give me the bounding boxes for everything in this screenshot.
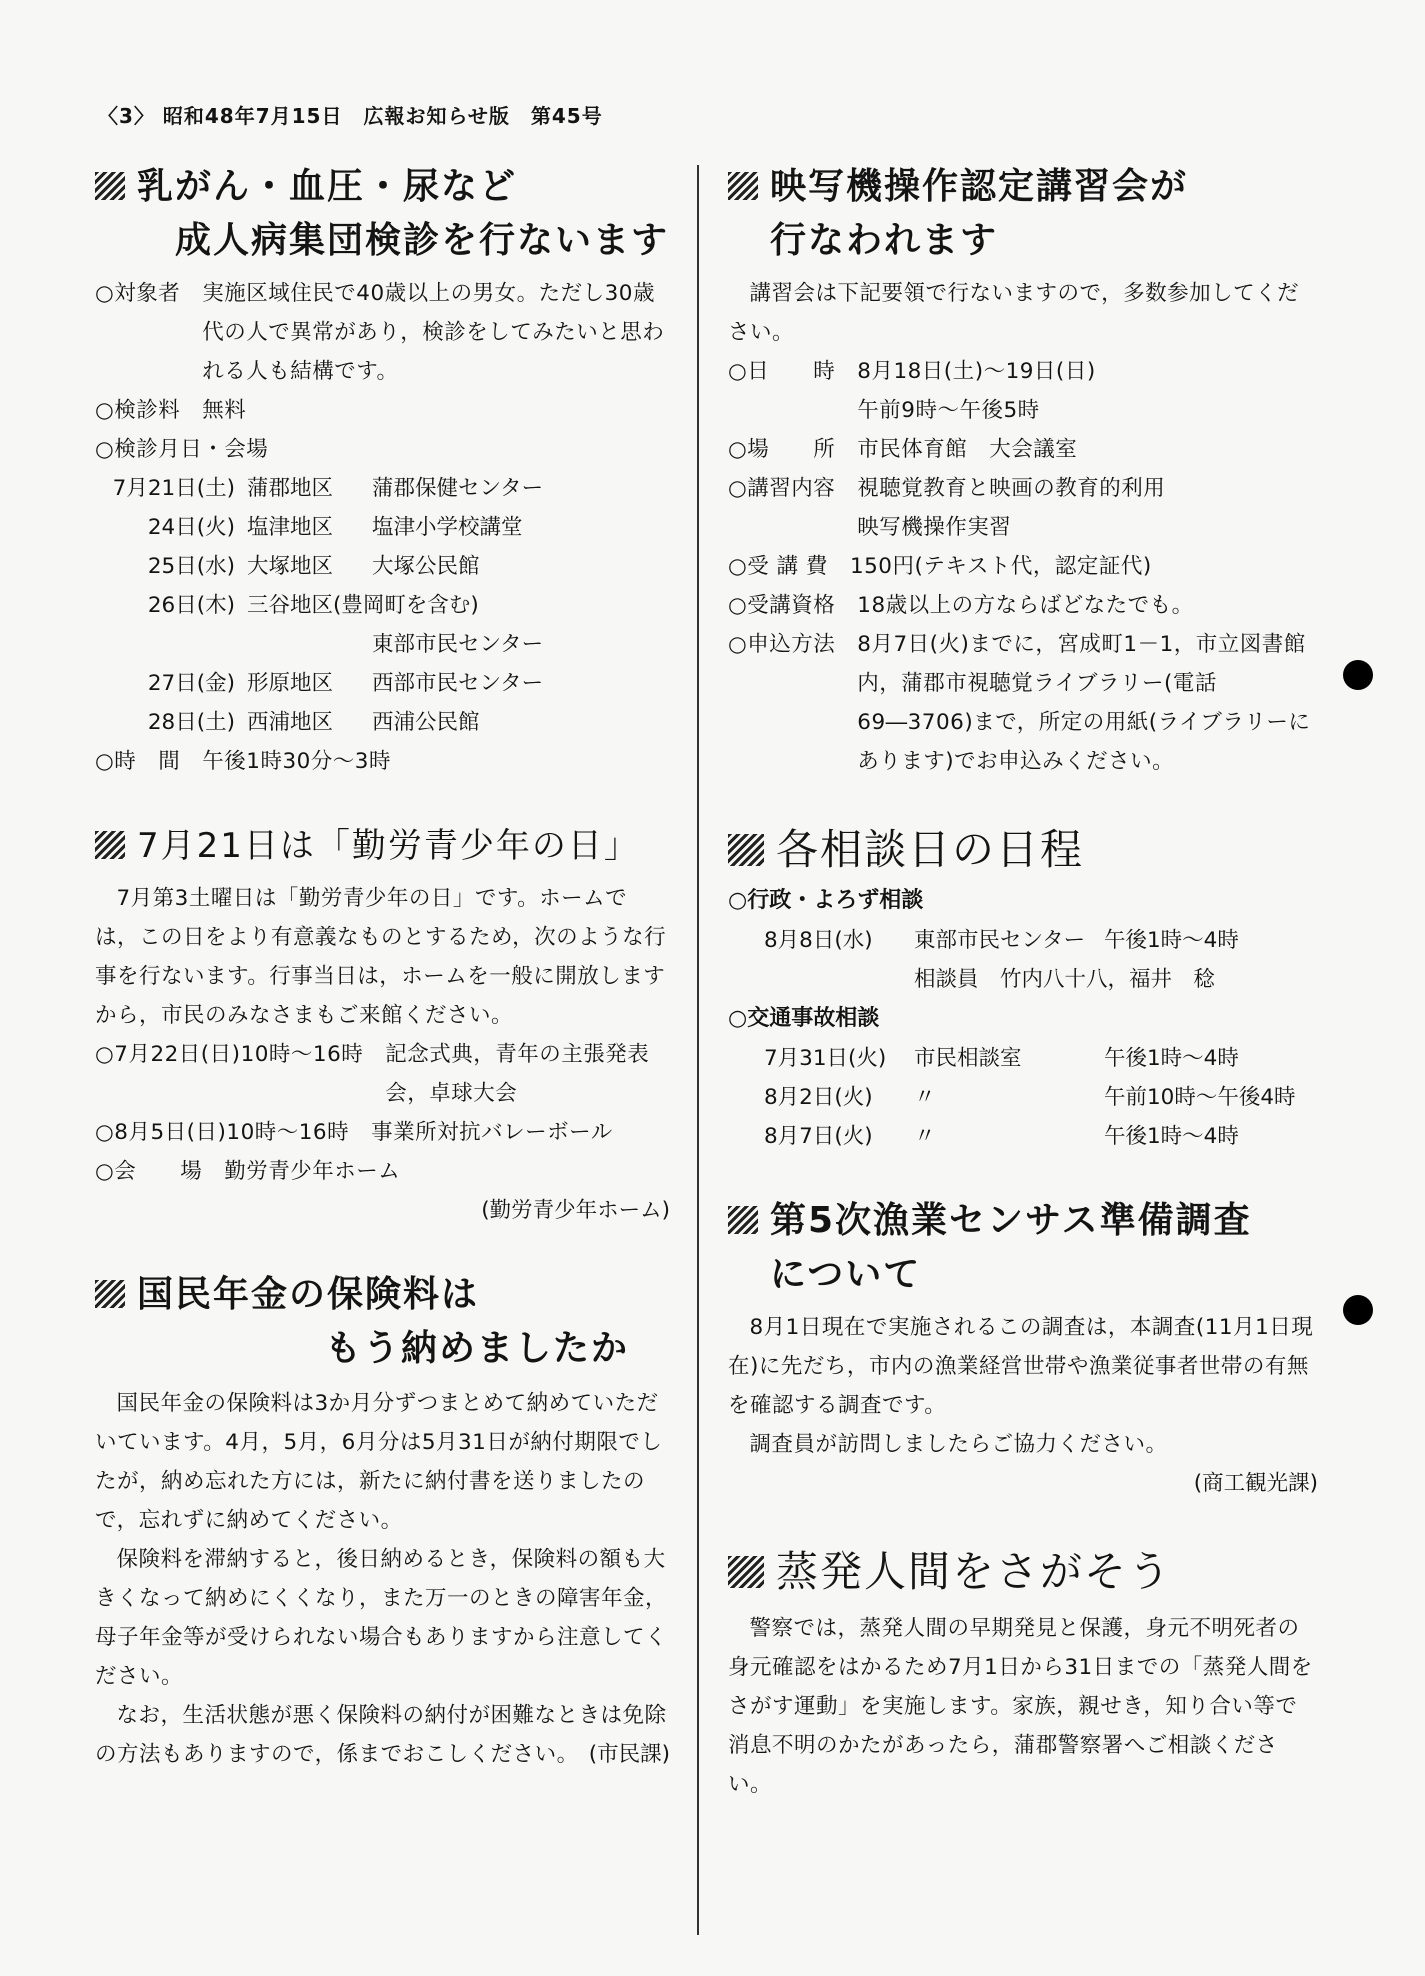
title-line-1: 乳がん・血圧・尿など [137, 166, 518, 207]
schedule-row [95, 703, 670, 742]
row-place: 西浦公民館 [372, 710, 480, 735]
schedule-row [728, 921, 1318, 960]
title-text: 7月21日は「勤労青少年の日」 [137, 826, 640, 866]
article-title [728, 160, 1318, 268]
schedule-row [95, 508, 670, 547]
schedule-row [95, 469, 670, 508]
row-date: 26日(木) [147, 593, 235, 618]
item-value: 18歳以上の方ならばどなたでも。 [857, 593, 1194, 618]
traffic-schedule [728, 1039, 1318, 1156]
item-label: ○受 講 費 [728, 554, 850, 579]
row-date: 25日(水) [147, 554, 235, 579]
title-line-2: もう納めましたか [325, 1328, 630, 1369]
projector-course-article [728, 160, 1318, 781]
pension-article [95, 1268, 670, 1774]
row-date: 8月2日(火) [764, 1085, 873, 1110]
article-paragraph: なお，生活状態が悪く保険料の納付が困難なときは免除の方法もありますので，係までおこしください。 [95, 1703, 667, 1767]
row-area: 西浦地区 [247, 710, 334, 735]
article-intro: 講習会は下記要領で行ないますので，多数参加してください。 [728, 281, 1300, 345]
hatch-icon [95, 1280, 125, 1308]
item-label: ○講習内容 [728, 476, 858, 501]
title-line-1: 国民年金の保険料は [137, 1274, 480, 1315]
hatch-icon [95, 831, 125, 859]
title-line-1: 映写機操作認定講習会が [770, 166, 1189, 207]
fishery-census-article [728, 1194, 1318, 1503]
item-value: 150円(テキスト代，認定証代) [849, 554, 1152, 579]
row-place: 〃 [914, 1124, 936, 1149]
detail-item [728, 586, 1318, 625]
row-area: 塩津地区 [247, 515, 334, 540]
detail-item [728, 352, 1318, 430]
item-value: 8月18日(土)～19日(日) 午前9時～午後5時 [857, 359, 1096, 423]
binder-hole [1343, 1295, 1373, 1325]
row-area: 三谷地区(豊岡町を含む) [247, 593, 479, 618]
row-date: 28日(土) [147, 710, 235, 735]
column-divider [697, 165, 699, 1935]
item-label: ○受講資格 [728, 593, 858, 618]
page-header: 〈3〉 昭和48年7月15日 広報お知らせ版 第45号 [98, 104, 603, 128]
row-staff: 相談員 竹内八十八，福井 稔 [914, 967, 1216, 992]
article-paragraph: 国民年金の保険料は3か月分ずつまとめて納めていただいています。4月，5月，6月分は5月31日が納付期限でしたが，納め忘れた方には，新たに納付書を送りましたので，忘れずに納めてください。 [95, 1391, 663, 1533]
item-label: ○申込方法 [728, 632, 858, 657]
row-date: 27日(金) [147, 671, 235, 696]
item-value: 勤労青少年ホーム [224, 1159, 401, 1184]
source-note: (勤労青少年ホーム) [481, 1198, 670, 1223]
article-title [728, 819, 1318, 881]
schedule-row [95, 664, 670, 703]
event-item [95, 1035, 670, 1113]
item-value: 無料 [202, 398, 247, 423]
detail-item [728, 625, 1318, 781]
item-label: ○8月5日(日)10時～16時 [95, 1120, 372, 1145]
hatch-icon [728, 1206, 758, 1234]
article-title [95, 819, 670, 873]
row-place: 大塚公民館 [372, 554, 480, 579]
item-value: 8月7日(火)までに，宮成町1－1，市立図書館内，蒲郡市視聴覚ライブラリー(電話69―3706)まで，所定の用紙(ライブラリーにあります)でお申込みください。 [857, 632, 1311, 774]
item-value: 午後1時30分～3時 [202, 749, 391, 774]
venue-item [95, 1152, 670, 1191]
row-place: 蒲郡保健センター [372, 476, 544, 501]
item-value: 事業所対抗バレーボール [371, 1120, 613, 1145]
article-title [95, 1268, 670, 1376]
row-area: 蒲郡地区 [247, 476, 334, 501]
article-paragraph: 保険料を滞納すると，後日納めるとき，保険料の額も大きくなって納めにくくなり，また万一のときの障害年金，母子年金等が受けられない場合もありますから注意してください。 [95, 1547, 668, 1689]
article-body: 7月第3土曜日は「勤労青少年の日」です。ホームでは，この日をより有意義なものとするため，次のような行事を行ないます。行事当日は，ホームを一般に開放しますから，市民のみなさまもご来館ください。 [95, 886, 667, 1028]
schedule-row [728, 1078, 1318, 1117]
item-value: 市民体育館 大会議室 [857, 437, 1078, 462]
row-time: 午後1時～4時 [1104, 1124, 1239, 1149]
detail-item [728, 469, 1318, 547]
item-value: 視聴覚教育と映画の教育的利用 映写機操作実習 [857, 476, 1166, 540]
row-place: 東部市民センター [372, 632, 544, 657]
event-item [95, 1113, 670, 1152]
row-place: 〃 [914, 1085, 936, 1110]
row-date: 8月7日(火) [764, 1124, 873, 1149]
item-label: ○会 場 [95, 1159, 225, 1184]
youth-day-article [95, 819, 670, 1230]
item-label: ○7月22日(日)10時～16時 [95, 1042, 386, 1067]
row-place: 東部市民センター [914, 928, 1086, 953]
title-line-2: 成人病集団検診を行ないます [175, 220, 670, 261]
row-date: 7月21日(土) [112, 476, 235, 501]
item-label: ○検診料 [95, 398, 203, 423]
schedule-row [95, 547, 670, 586]
title-line-2: について [770, 1254, 922, 1295]
binder-hole [1343, 660, 1373, 690]
schedule-table [95, 469, 670, 742]
row-place: 市民相談室 [914, 1046, 1022, 1071]
row-time: 午前10時～午後4時 [1104, 1085, 1296, 1110]
item-value: 記念式典，青年の主張発表会，卓球大会 [385, 1042, 650, 1106]
item-label: ○日 時 [728, 359, 858, 384]
article-paragraph: 調査員が訪問しましたらご協力ください。 [749, 1432, 1168, 1457]
title-line-2: 行なわれます [770, 220, 999, 261]
row-place: 塩津小学校講堂 [372, 515, 523, 540]
time-item [95, 742, 670, 781]
hatch-icon [728, 1556, 764, 1588]
item-value: 実施区域住民で40歳以上の男女。ただし30歳代の人で異常があり，検診をしてみたいと思われる人も結構です。 [202, 281, 665, 384]
target-item [95, 274, 670, 391]
row-time: 午後1時～4時 [1104, 1046, 1239, 1071]
course-details [728, 352, 1318, 781]
source-note: (商工観光課) [1193, 1471, 1318, 1496]
row-time: 午後1時～4時 [1104, 928, 1239, 953]
hatch-icon [95, 172, 125, 200]
item-label: ○対象者 [95, 281, 203, 306]
item-label: ○時 間 [95, 749, 203, 774]
subheading: ○交通事故相談 [728, 1006, 880, 1031]
schedule-row [728, 1039, 1318, 1078]
title-line-1: 第5次漁業センサス準備調査 [770, 1200, 1252, 1241]
detail-item [728, 430, 1318, 469]
row-place: 西部市民センター [372, 671, 544, 696]
row-date: 24日(火) [147, 515, 235, 540]
schedule-row [728, 1117, 1318, 1156]
article-title [95, 160, 670, 268]
article-title [728, 1541, 1318, 1603]
subheading: ○行政・よろず相談 [728, 888, 924, 913]
detail-item [728, 547, 1318, 586]
consultation-article [728, 819, 1318, 1156]
right-column [728, 160, 1318, 1842]
fee-item [95, 391, 670, 430]
hatch-icon [728, 834, 764, 866]
dates-item [95, 430, 670, 469]
title-text: 蒸発人間をさがそう [776, 1547, 1173, 1596]
missing-persons-article [728, 1541, 1318, 1804]
title-text: 各相談日の日程 [776, 825, 1085, 874]
schedule-row [95, 625, 670, 664]
item-label: ○場 所 [728, 437, 858, 462]
row-date: 7月31日(火) [764, 1046, 887, 1071]
article-body: 警察では，蒸発人間の早期発見と保護，身元不明死者の身元確認をはかるため7月1日から31日までの「蒸発人間をさがす運動」を実施します。家族，親せき，知り合い等で消息不明のかたがあったら，蒲郡警察署へご相談ください。 [728, 1616, 1313, 1797]
hatch-icon [728, 172, 758, 200]
article-title [728, 1194, 1318, 1302]
health-checkup-article [95, 160, 670, 781]
row-area: 大塚地区 [247, 554, 334, 579]
schedule-row [95, 586, 670, 625]
article-paragraph: 8月1日現在で実施されるこの調査は，本調査(11月1日現在)に先だち，市内の漁業経営世帯や漁業従事者世帯の有無を確認する調査です。 [728, 1315, 1314, 1418]
row-date: 8月8日(水) [764, 928, 873, 953]
item-label: ○検診月日・会場 [95, 437, 269, 462]
row-area: 形原地区 [247, 671, 334, 696]
left-column [95, 160, 670, 1812]
source-note: (市民課) [588, 1742, 670, 1767]
